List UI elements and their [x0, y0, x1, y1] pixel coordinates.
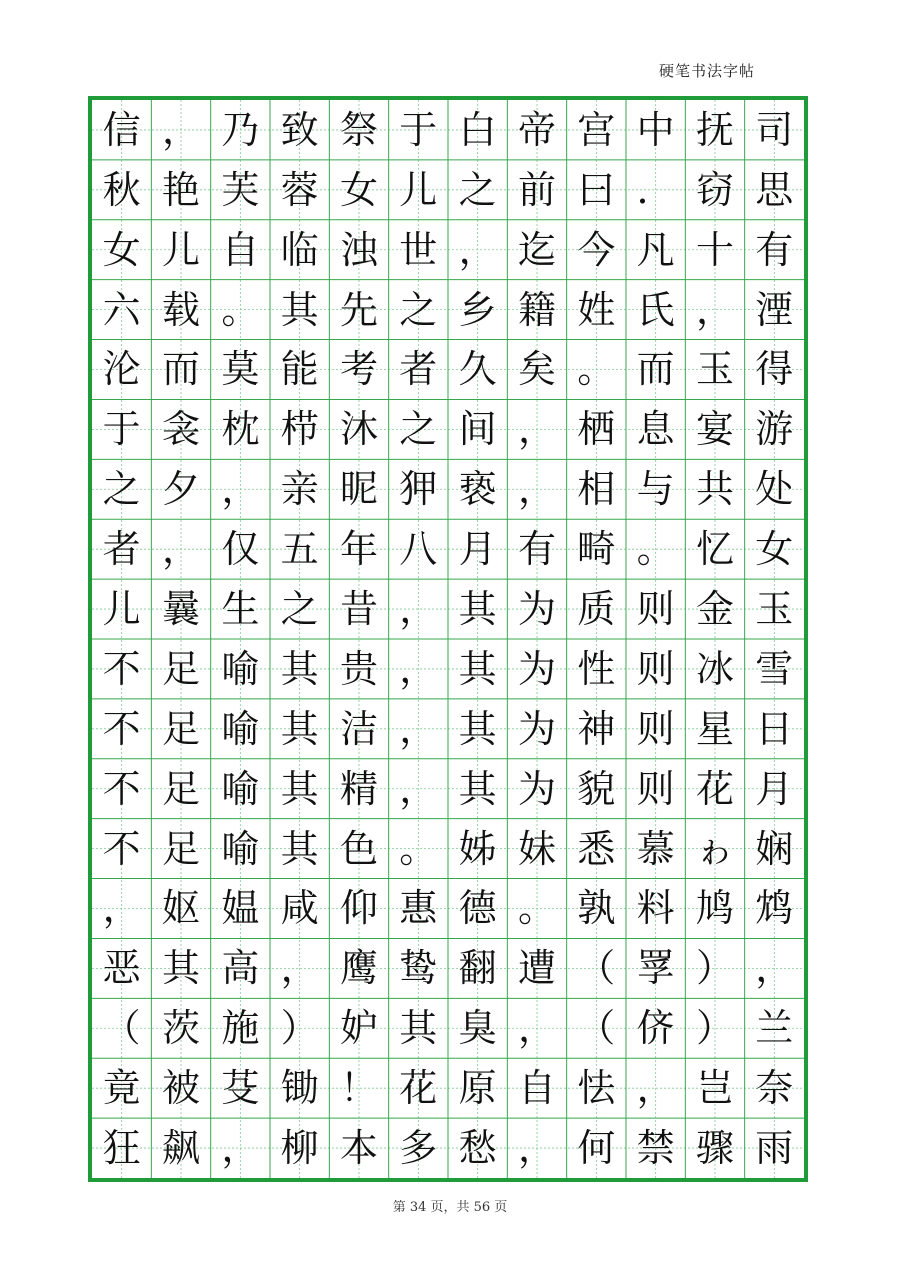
grid-cell-character: 者: [102, 527, 141, 572]
grid-row: [92, 938, 804, 998]
grid-cell-character: 芟: [221, 1066, 260, 1111]
grid-row: [92, 340, 804, 400]
grid-cell-character: 多: [399, 1126, 438, 1171]
grid-cell-character: 秋: [102, 167, 141, 212]
grid-cell-character: 白: [458, 107, 497, 152]
grid-cell-character: ゎ: [695, 826, 734, 871]
grid-cell-character: 恶: [102, 946, 141, 991]
grid-cell-character: 喻: [221, 646, 260, 691]
grid-cell-character: 金: [695, 587, 734, 632]
grid-cell-character: 柳: [280, 1126, 319, 1171]
grid-cell-character: 惠: [399, 886, 438, 931]
grid-row: [92, 280, 804, 340]
grid-cell-character: 岂: [695, 1066, 734, 1111]
grid-cell-character: 栉: [280, 407, 319, 452]
grid-cell-character: 宫: [577, 107, 616, 152]
grid-cell-character: 亵: [458, 467, 497, 512]
grid-cell-character: 貌: [577, 766, 616, 811]
grid-cell-character: ，: [280, 946, 319, 991]
grid-cell-character: 莫: [221, 347, 260, 392]
grid-cell-character: ，: [161, 527, 200, 572]
grid-cell-character: 日: [755, 706, 794, 751]
grid-row: [92, 519, 804, 579]
grid-cell-character: 足: [161, 646, 200, 691]
grid-cell-character: 妪: [161, 886, 200, 931]
grid-cell-character: 原: [458, 1066, 497, 1111]
grid-cell-character: ，: [399, 766, 438, 811]
grid-cell-character: 八: [399, 527, 438, 572]
grid-cell-character: 鸩: [755, 886, 794, 931]
grid-cell-character: 骤: [695, 1126, 734, 1171]
grid-cell-character: 飙: [161, 1126, 200, 1171]
grid-cell-character: 妒: [339, 1006, 378, 1051]
grid-cell-character: 息: [636, 407, 675, 452]
grid-row: [92, 1058, 804, 1118]
grid-cell-character: 为: [517, 766, 556, 811]
grid-row: [92, 819, 804, 879]
grid-cell-character: 沐: [339, 407, 378, 452]
grid-cell-character: 其: [280, 766, 319, 811]
grid-cell-character: ，: [695, 287, 734, 332]
grid-cell-character: 妹: [517, 826, 556, 871]
grid-cell-character: 共: [695, 467, 734, 512]
grid-cell-character: 洁: [339, 706, 378, 751]
grid-cell-character: （: [577, 946, 616, 991]
grid-cell-character: 被: [161, 1066, 200, 1111]
grid-cell-character: 怯: [577, 1066, 616, 1111]
grid-cell-character: 亲: [280, 467, 319, 512]
grid-cell-character: 沦: [102, 347, 141, 392]
grid-cell-character: 之: [458, 167, 497, 212]
grid-cell-character: 玉: [755, 587, 794, 632]
grid-cell-character: 凡: [636, 227, 675, 272]
grid-cell-character: 湮: [755, 287, 794, 332]
grid-cell-character: 为: [517, 646, 556, 691]
grid-cell-character: 鹰: [339, 946, 378, 991]
grid-cell-character: 为: [517, 706, 556, 751]
grid-cell-character: 夕: [161, 467, 200, 512]
grid-cell-character: 有: [755, 227, 794, 272]
grid-cell-character: ，: [517, 1126, 556, 1171]
grid-cell-character: 间: [458, 407, 497, 452]
grid-cell-character: 愁: [458, 1126, 497, 1171]
grid-cell-character: 衾: [161, 407, 200, 452]
grid-cell-character: 德: [458, 886, 497, 931]
grid-cell-character: 忆: [695, 527, 734, 572]
grid-cell-character: 六: [102, 287, 141, 332]
page-number-footer: 第 34 页，共 56 页: [392, 1200, 508, 1215]
grid-cell-character: 。: [577, 347, 616, 392]
grid-cell-character: 神: [577, 706, 616, 751]
grid-cell-character: 畸: [577, 527, 616, 572]
grid-cell-character: 浊: [339, 227, 378, 272]
grid-cell-character: 罦: [636, 946, 675, 991]
grid-cell-character: 料: [636, 886, 675, 931]
grid-cell-character: 不: [102, 826, 141, 871]
grid-cell-character: 翻: [458, 946, 497, 991]
grid-cell-character: 玉: [695, 347, 734, 392]
grid-cell-character: 鸠: [695, 886, 734, 931]
grid-cell-character: 色: [339, 826, 378, 871]
grid-cell-character: 中: [636, 107, 675, 152]
grid-cell-character: 狎: [399, 467, 438, 512]
grid-cell-character: 儿: [399, 167, 438, 212]
grid-cell-character: 其: [280, 706, 319, 751]
practice-grid-sheet: [88, 96, 808, 1182]
grid-cell-character: 矣: [517, 347, 556, 392]
grid-cell-character: 雪: [755, 646, 794, 691]
grid-cell-character: 得: [755, 347, 794, 392]
grid-cell-character: 狂: [102, 1126, 141, 1171]
grid-cell-character: 籍: [517, 287, 556, 332]
grid-cell-character: 则: [636, 587, 675, 632]
grid-cell-character: 月: [458, 527, 497, 572]
grid-cell-character: 氏: [636, 287, 675, 332]
grid-cell-character: 姊: [458, 826, 497, 871]
grid-cell-character: 性: [577, 646, 616, 691]
grid-cell-character: 足: [161, 826, 200, 871]
grid-cell-character: 前: [517, 167, 556, 212]
grid-cell-character: 儿: [161, 227, 200, 272]
grid-cell-character: 其: [458, 766, 497, 811]
grid-cell-character: 其: [458, 646, 497, 691]
grid-cell-character: 之: [280, 587, 319, 632]
grid-cell-character: 本: [339, 1126, 378, 1171]
grid-cell-character: 儿: [102, 587, 141, 632]
grid-cell-character: 奈: [755, 1066, 794, 1111]
grid-cell-character: 而: [636, 347, 675, 392]
grid-row: [92, 879, 804, 939]
grid-cell-character: ，: [517, 467, 556, 512]
grid-cell-character: 世: [399, 227, 438, 272]
grid-cell-character: 考: [339, 347, 378, 392]
grid-cell-character: 慕: [636, 826, 675, 871]
grid-row: [92, 160, 804, 220]
grid-cell-character: 其: [161, 946, 200, 991]
grid-cell-character: 乃: [221, 107, 260, 152]
grid-cell-character: 艳: [161, 167, 200, 212]
grid-cell-character: ，: [221, 1126, 260, 1171]
grid-cell-character: 今: [577, 227, 616, 272]
grid-cell-character: 祭: [339, 107, 378, 152]
grid-cell-character: ）: [280, 1006, 319, 1051]
grid-cell-character: 施: [221, 1006, 260, 1051]
grid-cell-character: 枕: [221, 407, 260, 452]
grid-cell-character: 媪: [221, 886, 260, 931]
grid-cell-character: 之: [399, 407, 438, 452]
grid-cell-character: 其: [280, 826, 319, 871]
grid-cell-character: 遭: [517, 946, 556, 991]
grid-row: [92, 998, 804, 1058]
grid-cell-character: 昔: [339, 587, 378, 632]
grid-cell-character: ，: [458, 227, 497, 272]
grid-cell-character: 足: [161, 766, 200, 811]
grid-cell-character: 相: [577, 467, 616, 512]
grid-cell-character: ，: [399, 706, 438, 751]
grid-cell-character: ）: [695, 1006, 734, 1051]
grid-cell-character: 年: [339, 527, 378, 572]
grid-cell-character: 花: [695, 766, 734, 811]
grid-row: [92, 100, 804, 160]
grid-cell-character: ，: [517, 1006, 556, 1051]
grid-cell-character: 之: [399, 287, 438, 332]
grid-cell-character: 游: [755, 407, 794, 452]
grid-row: [92, 220, 804, 280]
grid-cell-character: ，: [102, 886, 141, 931]
grid-row: [92, 579, 804, 639]
grid-cell-character: 女: [102, 227, 141, 272]
grid-cell-character: ，: [399, 587, 438, 632]
grid-cell-character: 星: [695, 706, 734, 751]
grid-cell-character: 悉: [577, 826, 616, 871]
grid-cell-character: 鸷: [399, 946, 438, 991]
grid-cell-character: 贵: [339, 646, 378, 691]
grid-cell-character: 。: [399, 826, 438, 871]
grid-cell-character: 而: [161, 347, 200, 392]
grid-cell-character: 其: [458, 587, 497, 632]
grid-cell-character: 兰: [755, 1006, 794, 1051]
grid-cell-character: 处: [755, 467, 794, 512]
grid-cell-character: 载: [161, 287, 200, 332]
grid-cell-character: 不: [102, 706, 141, 751]
grid-cell-character: 久: [458, 347, 497, 392]
grid-cell-character: 仰: [339, 886, 378, 931]
grid-cell-character: 信: [102, 107, 141, 152]
grid-cell-character: 何: [577, 1126, 616, 1171]
grid-cell-character: 其: [458, 706, 497, 751]
grid-cell-character: 先: [339, 287, 378, 332]
grid-cell-character: 有: [517, 527, 556, 572]
grid-cell-character: 高: [221, 946, 260, 991]
grid-cell-character: 锄: [280, 1066, 319, 1111]
grid-cell-character: 不: [102, 646, 141, 691]
grid-cell-character: 质: [577, 587, 616, 632]
grid-cell-character: 姓: [577, 287, 616, 332]
grid-cell-character: 能: [280, 347, 319, 392]
grid-cell-character: 冰: [695, 646, 734, 691]
grid-cell-character: 足: [161, 706, 200, 751]
grid-cell-character: 临: [280, 227, 319, 272]
grid-row: [92, 759, 804, 819]
grid-cell-character: 则: [636, 706, 675, 751]
grid-cell-character: 于: [102, 407, 141, 452]
grid-cell-character: 司: [755, 107, 794, 152]
grid-cell-character: 于: [399, 107, 438, 152]
grid-cell-character: 臭: [458, 1006, 497, 1051]
grid-cell-character: 月: [755, 766, 794, 811]
grid-cell-character: 十: [695, 227, 734, 272]
grid-cell-character: 芙: [221, 167, 260, 212]
grid-cell-character: 喻: [221, 706, 260, 751]
grid-cell-character: 为: [517, 587, 556, 632]
grid-cell-character: 曩: [161, 587, 200, 632]
grid-cell-character: 思: [755, 167, 794, 212]
grid-cell-character: 栖: [577, 407, 616, 452]
grid-cell-character: 五: [280, 527, 319, 572]
grid-cell-character: 不: [102, 766, 141, 811]
grid-cell-character: 曰: [577, 167, 616, 212]
grid-cell-character: 侪: [636, 1006, 675, 1051]
grid-cell-character: ．: [636, 167, 675, 212]
page-header-title: 硬笔书法字帖: [658, 62, 755, 80]
grid-cell-character: 迄: [517, 227, 556, 272]
grid-row: [92, 399, 804, 459]
grid-cell-character: 昵: [339, 467, 378, 512]
grid-row: [92, 639, 804, 699]
grid-cell-character: 生: [221, 587, 260, 632]
grid-cell-character: ，: [161, 107, 200, 152]
grid-cell-character: ！: [339, 1066, 378, 1111]
grid-cell-character: 禁: [636, 1126, 675, 1171]
grid-row: [92, 699, 804, 759]
grid-cell-character: 竟: [102, 1066, 141, 1111]
grid-cell-character: ，: [221, 467, 260, 512]
grid-cell-character: 者: [399, 347, 438, 392]
grid-cell-character: 之: [102, 467, 141, 512]
grid-cell-character: ）: [695, 946, 734, 991]
grid-cell-character: 窃: [695, 167, 734, 212]
grid-cell-character: ，: [755, 946, 794, 991]
grid-cell-character: 其: [280, 287, 319, 332]
grid-cell-character: 自: [517, 1066, 556, 1111]
grid-cell-character: 雨: [755, 1126, 794, 1171]
grid-cell-character: （: [577, 1006, 616, 1051]
grid-cell-character: 茨: [161, 1006, 200, 1051]
grid-cell-character: 女: [755, 527, 794, 572]
grid-cell-character: ，: [636, 1066, 675, 1111]
grid-cell-character: 精: [339, 766, 378, 811]
grid-cell-character: 其: [280, 646, 319, 691]
grid-cell-character: 女: [339, 167, 378, 212]
grid-cell-character: 则: [636, 646, 675, 691]
grid-cell-character: 娴: [755, 826, 794, 871]
grid-cell-character: 仅: [221, 527, 260, 572]
grid-cell-character: 致: [280, 107, 319, 152]
grid-cell-character: 则: [636, 766, 675, 811]
grid-cell-character: 蓉: [280, 167, 319, 212]
grid-cell-character: 其: [399, 1006, 438, 1051]
grid-cell-character: 与: [636, 467, 675, 512]
grid-cell-character: 宴: [695, 407, 734, 452]
grid-cell-character: 孰: [577, 886, 616, 931]
grid-row: [92, 1118, 804, 1178]
grid-cell-character: 咸: [280, 886, 319, 931]
grid-cell-character: 。: [636, 527, 675, 572]
grid-cell-character: 帝: [517, 107, 556, 152]
grid-row: [92, 459, 804, 519]
grid-cell-character: 。: [517, 886, 556, 931]
grid-cell-character: （: [102, 1006, 141, 1051]
grid-cell-character: 花: [399, 1066, 438, 1111]
grid-cell-character: 喻: [221, 766, 260, 811]
grid-cell-character: 抚: [695, 107, 734, 152]
grid-cell-character: ，: [517, 407, 556, 452]
grid-cell-character: 喻: [221, 826, 260, 871]
grid-cell-character: 乡: [458, 287, 497, 332]
grid-cell-character: ，: [399, 646, 438, 691]
grid-cell-character: 自: [221, 227, 260, 272]
grid-cell-character: 。: [221, 287, 260, 332]
